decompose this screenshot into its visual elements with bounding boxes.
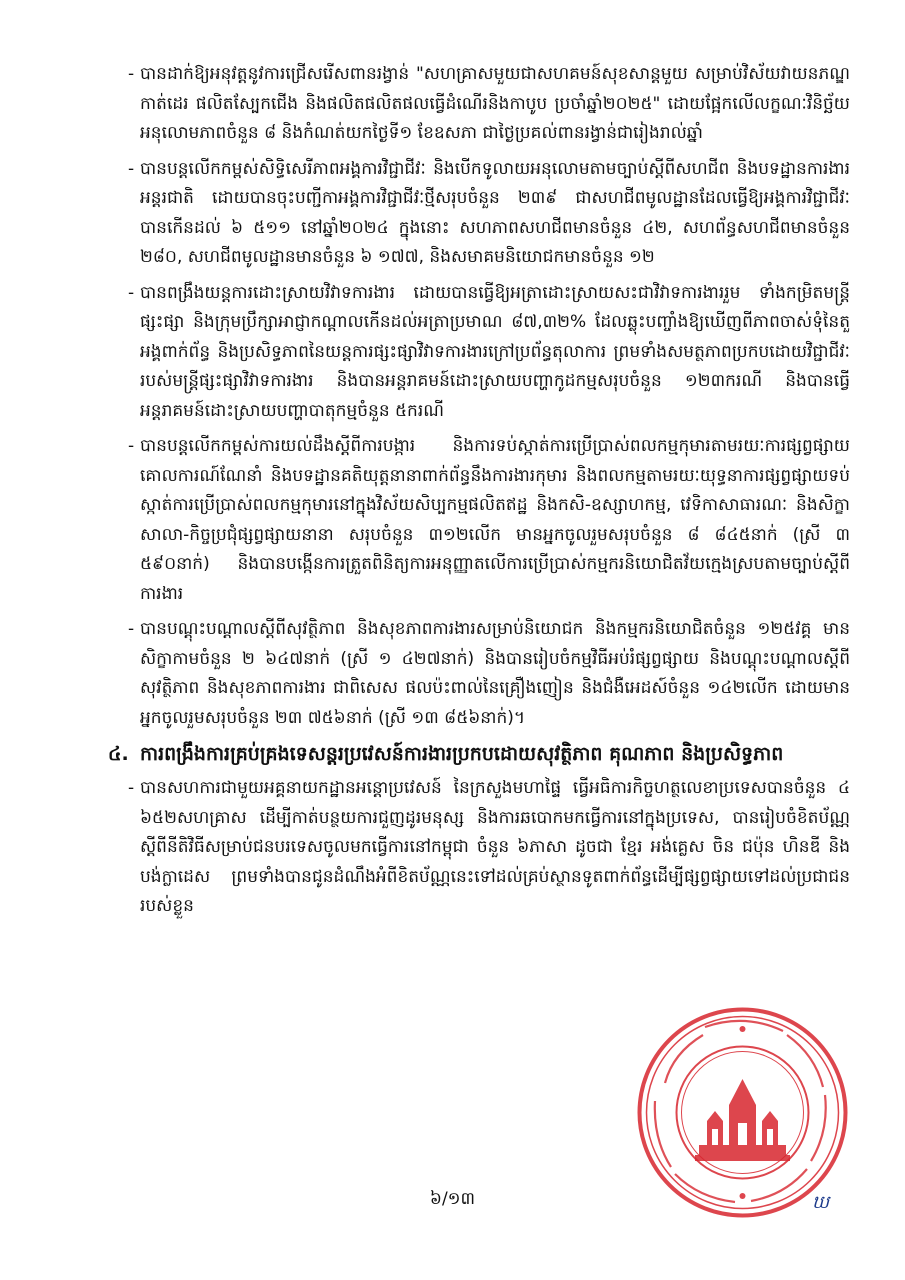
bullet-dash: - [128, 778, 135, 798]
section-heading [108, 739, 850, 770]
bullet-text: បានបន្តលើកកម្ពស់ការយល់ដឹងស្តីពីការបង្ការ និងការទប់ស្កាត់ការប្រើប្រាស់ពលកម្មកុមារតាមរយៈការផ្សព្វផ្សាយគោលការណ៍ណែនាំ និងបទដ្ឋានគតិយុត្តនានាពាក់ព័ន្ធនឹងការងារកុមារ និងពលកម្មតាមរយៈយុទ្ធនាការផ្សព្វផ្សាយទប់ស្កាត់ការប្រើប្រាស់ពលកម្មកុមារនៅក្នុងវិស័យសិប្បកម្មផលិតឥដ្ឋ និងកសិ-ឧស្សាហកម្ម, វេទិកាសាធារណៈ និងសិក្ខាសាលា-កិច្ចប្រជុំផ្សព្វផ្សាយនានា សរុបចំនួន ៣១២លើក មានអ្នកចូលរួមសរុបចំនួន ៨ ៨៤៥នាក់ (ស្រី ៣ ៥៩០នាក់) និងបានបង្កើនការត្រួតពិនិត្យការអនុញ្ញាតលើការប្រើប្រាស់កម្មករនិយោជិតវ័យក្មេងស្របតាមច្បាប់ស្តីពីការងារ [140, 436, 850, 604]
bullet-text: បានពង្រឹងយន្តការដោះស្រាយវិវាទការងារ ដោយបានធ្វើឱ្យអត្រាដោះស្រាយសះជាវិវាទការងាររួម ទាំងកម្រិតមន្ត្រីផ្សះផ្សា និងក្រុមប្រឹក្សាអាជ្ញាកណ្តាលកើនដល់អត្រាប្រមាណ ៨៧,៣២% ដែលឆ្លុះបញ្ចាំងឱ្យឃើញពីភាពចាស់ទុំនៃតួអង្គពាក់ព័ន្ធ និងប្រសិទ្ធភាពនៃយន្តការផ្សះផ្សាវិវាទការងារក្រៅប្រព័ន្ធតុលាការ ព្រមទាំងសមត្ថភាពប្រកបដោយវិជ្ជាជីវៈរបស់មន្ត្រីផ្សះផ្សាវិវាទការងារ និងបានអន្តរាគមន៍ដោះស្រាយបញ្ហាកូដកម្មសរុបចំនួន ១២៣ករណី និងបានធ្វើអន្តរាគមន៍ដោះស្រាយបញ្ហាបាតុកម្មចំនួន ៥ករណី [140, 282, 850, 421]
bullet-item [108, 774, 850, 922]
bullet-text: បានដាក់ឱ្យអនុវត្តនូវការជ្រើសរើសពានរង្វាន់ "សហគ្រាសមួយជាសហគមន៍សុខសាន្តមួយ សម្រាប់វិស័យវាយនភណ្ឌ កាត់ដេរ ផលិតស្បែកជើង និងផលិតផលិតផលធ្វើដំណើរនិងកាបូប ប្រចាំឆ្នាំ២០២៥" ដោយផ្អែកលើលក្ខណៈវិនិច្ឆ័យអនុលោមភាពចំនួន ៨ និងកំណត់យកថ្ងៃទី១ ខែឧសភា ជាថ្ងៃប្រគល់ពានរង្វាន់ជារៀងរាល់ឆ្នាំ [140, 64, 850, 143]
bullet-text: បានបន្តលើកកម្ពស់សិទ្ធិសេរីភាពអង្គការវិជ្ជាជីវៈ និងបើកទូលាយអនុលោមតាមច្បាប់ស្តីពីសហជីព និងបទដ្ឋានការងារអន្តរជាតិ ដោយបានចុះបញ្ជីកាអង្គការវិជ្ជាជីវៈថ្មីសរុបចំនួន ២៣៩ ជាសហជីពមូលដ្ឋានដែលធ្វើឱ្យអង្គការវិជ្ជាជីវៈបានកើនដល់ ៦ ៥១១ នៅឆ្នាំ២០២៤ ក្នុងនោះ សហភាពសហជីពមានចំនួន ៤២, សហព័ន្ធសហជីពមានចំនួន ២៨០, សហជីពមូលដ្ឋានមានចំនួន ៦ ១៧៧, និងសមាគមនិយោជកមានចំនួន ១២ [140, 158, 850, 267]
bullet-item [108, 432, 850, 609]
section-title: ការពង្រឹងការគ្រប់គ្រងទេសន្តរប្រវេសន៍ការងារប្រកបដោយសុវត្ថិភាព គុណភាព និងប្រសិទ្ធភាព [140, 743, 784, 765]
bullet-item [108, 60, 850, 149]
handwritten-initials: ឃ [812, 1192, 830, 1213]
bullet-dash: - [128, 158, 135, 179]
bullet-item [108, 279, 850, 427]
bullet-text: បានសហការជាមួយអគ្គនាយកដ្ឋានអន្តោប្រវេសន៍ នៃក្រសួងមហាផ្ទៃ ធ្វើអធិការកិច្ចហត្ថលេខាប្រទេសបានចំនួន ៤ ៦៥២សហគ្រាស ដើម្បីកាត់បន្ថយការជួញដូរមនុស្ស និងការឆបោកមកធ្វើការនៅក្នុងប្រទេស, បានរៀបចំខិតប័ណ្ណស្តីពីនីតិវិធីសម្រាប់ជនបរទេសចូលមកធ្វើការនៅកម្ពុជា ចំនួន ៦ភាសា ដូចជា ខ្មែរ អង់គ្លេស ចិន ជប៉ុន ហិនឌី និងបង់ក្លាដេស ព្រមទាំងបានជូនដំណឹងអំពីខិតប័ណ្ណនេះទៅដល់គ្រប់ស្ថានទូតពាក់ព័ន្ធដើម្បីផ្សព្វផ្សាយទៅដល់ប្រជាជនរបស់ខ្លួន [140, 778, 850, 916]
bullet-item [108, 155, 850, 273]
bullet-text: បានបណ្តុះបណ្តាលស្តីពីសុវត្ថិភាព និងសុខភាពការងារសម្រាប់និយោជក និងកម្មករនិយោជិតចំនួន ១២៥វគ្គ មានសិក្ខាកាមចំនួន ២ ៦៤៧នាក់ (ស្រី ១ ៤២៧នាក់) និងបានរៀបចំកម្មវិធីអប់រំផ្សព្វផ្សាយ និងបណ្តុះបណ្តាលស្តីពីសុវត្ថិភាព និងសុខភាពការងារ ជាពិសេស ផលប៉ះពាល់នៃគ្រឿងញៀន និងជំងឺអេដស៍ចំនួន ១៤២លើក ដោយមានអ្នកចូលរួមសរុបចំនួន ២៣ ៧៥៦នាក់ (ស្រី ១៣ ៨៥៦នាក់)។ [140, 619, 850, 728]
section-number: ៤. [108, 743, 129, 765]
bullet-dash: - [128, 64, 135, 84]
page-number: ៦/១៣ [429, 1189, 476, 1209]
document-body [108, 60, 850, 928]
bullet-dash: - [128, 619, 135, 639]
bullet-item [108, 615, 850, 733]
bullet-dash: - [128, 436, 135, 456]
bullet-dash: - [128, 282, 135, 303]
